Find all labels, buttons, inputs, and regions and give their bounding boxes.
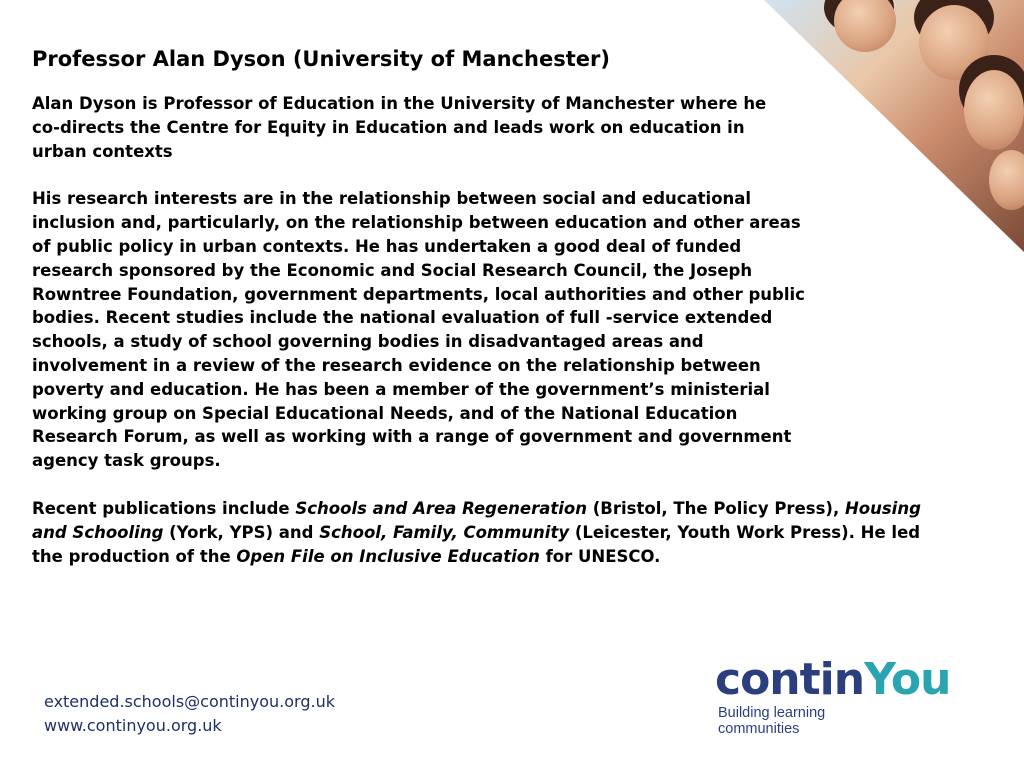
book-title: Schools and Area Regeneration (295, 498, 588, 518)
research-paragraph: His research interests are in the relationship between social and educational inclusion and, particularly, on the relationship between education and other areas of public policy in urban contexts. He has undertaken a good deal of funded research sponsored by the Economic and Social Research Council, the Joseph Rowntree Foundation, government departments, local authorities and other public bodies. Recent studies include the national evaluation of full -service extended schools, a study of school governing bodies in disadvantaged areas and involvement in a review of the research evidence on the relationship between poverty and education. He has been a member of the government’s ministerial working group on Special Educational Needs, and of the National Education Research Forum, as well as working with a range of government and government agency task groups. (32, 189, 805, 471)
book-publisher: (Bristol, The Policy Press), (587, 498, 845, 518)
email-link[interactable]: extended.schools@continyou.org.uk (44, 692, 335, 711)
bio-content (32, 44, 932, 592)
book-title: Housing and Schooling (32, 498, 921, 542)
publications-lead: Recent publications include (32, 498, 296, 518)
logo-tagline-line1: Building learning (718, 705, 826, 721)
contact-footer (44, 690, 335, 738)
book-publisher: (York, YPS) and (163, 522, 320, 542)
logo-word-part1: contin (715, 654, 865, 705)
continyou-logo (715, 655, 985, 750)
logo-tagline-line2: communities (718, 721, 800, 737)
intro-paragraph: Alan Dyson is Professor of Education in the University of Manchester where he co-directs the Centre for Equity in Education and leads work on education in urban contexts (32, 94, 767, 161)
book-publisher: (Leicester, Youth Work Press). He led the production of the (32, 522, 921, 566)
publications-paragraph (32, 497, 932, 568)
logo-wordmark (715, 655, 985, 705)
logo-word-part2: You (864, 654, 951, 705)
book-publisher: for UNESCO. (539, 546, 661, 566)
website-link[interactable]: www.continyou.org.uk (44, 716, 222, 735)
book-title: School, Family, Community (319, 522, 570, 542)
page-title: Professor Alan Dyson (University of Manchester) (32, 47, 610, 71)
book-title: Open File on Inclusive Education (236, 546, 540, 566)
